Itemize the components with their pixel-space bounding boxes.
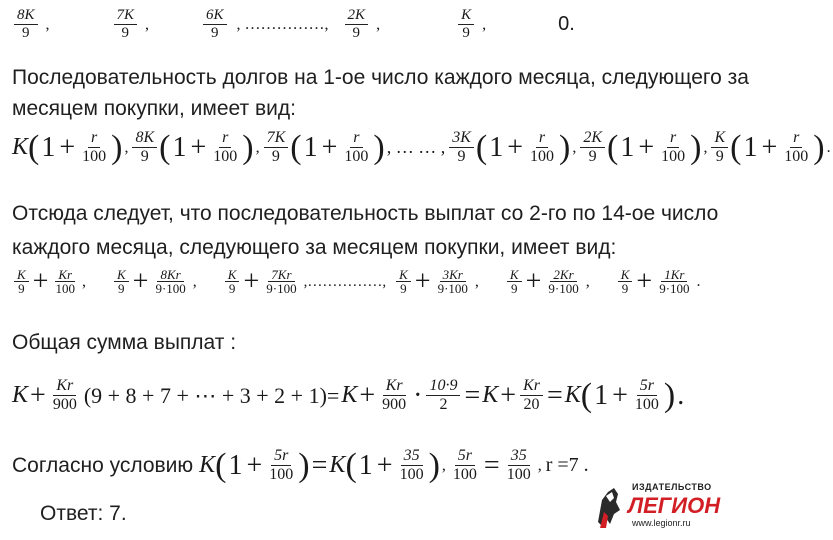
total-sum-formula: K + $\frac{Kr}{900}$ (9 + 8 + 7 + ⋯ + 3 + 2 + 1)= K + $\frac{Kr}{900}$ · $\frac{10\cdot 9}{2}$ = K + $\frac{Kr}{20}$ = K ( 1 + $\frac{5r}{100}$ ) . — [12, 376, 685, 414]
numerator: Kr — [383, 378, 406, 396]
fraction — [203, 8, 227, 41]
numerator: 2K — [345, 8, 369, 25]
plus: + — [761, 131, 778, 163]
denominator: 9 — [510, 281, 518, 297]
numerator: 2Kr — [550, 268, 576, 283]
var-K: K — [12, 134, 29, 161]
fraction — [580, 130, 605, 165]
denominator: 100 — [661, 147, 686, 165]
one: 1 — [41, 131, 56, 163]
numerator: K — [114, 268, 129, 283]
numerator: 5r — [637, 378, 657, 396]
numerator: r — [667, 130, 679, 148]
denominator: 9 — [352, 24, 361, 41]
denominator: 9 — [457, 147, 466, 165]
paren-open: ( — [28, 128, 40, 166]
fraction — [210, 130, 240, 165]
var-K: K — [482, 382, 499, 409]
plus: + — [321, 131, 338, 163]
denominator: 900 — [382, 395, 407, 413]
denominator: 9 — [588, 147, 597, 165]
equals: = — [546, 379, 563, 411]
denominator: 100 — [213, 147, 238, 165]
denominator: 100 — [55, 281, 75, 297]
denominator: 9 — [715, 147, 724, 165]
ellipsis: ,……………, — [303, 273, 387, 290]
denominator: 9·100 — [437, 281, 468, 297]
fraction — [449, 130, 474, 165]
fraction — [14, 8, 38, 41]
paren-close: ) — [111, 128, 123, 166]
denominator: 100 — [269, 465, 294, 483]
numerator: Kr — [55, 268, 75, 283]
payment-formula-sequence: $\frac{K}{9}$ + $\frac{Kr}{100}$ , $\frac{K}{9}$ + $\frac{8Kr}{9\cdot 100}$ , $\frac{K}{9}$ + $\frac{7Kr}{9\cdot 100}$ ,……………, $\frac{K}{9}$ + $\frac{3Kr}{9\cdot 100}$ , $\frac{K}{9}$ + $\frac{2Kr}{9\cdot 100}$ , $\frac{K}{9}$ + $\frac{1Kr}{9\cdot 100}$ . — [12, 266, 703, 298]
fraction — [79, 130, 109, 165]
denominator: 9 — [211, 24, 219, 41]
equals: = — [464, 379, 481, 411]
publisher-label: ИЗДАТЕЛЬСТВО — [632, 482, 712, 492]
plus: + — [59, 131, 76, 163]
denominator: 9·100 — [659, 281, 690, 297]
one: 1 — [489, 131, 504, 163]
numerator: 8Kr — [157, 268, 183, 283]
numerator: Kr — [520, 378, 543, 396]
fraction — [132, 130, 157, 165]
denominator: 9 — [121, 24, 130, 41]
numerator: 35 — [508, 448, 530, 466]
denominator: 100 — [344, 147, 369, 165]
denominator: 100 — [634, 395, 659, 413]
numerator: 5r — [455, 448, 475, 466]
denominator: 9·100 — [548, 281, 579, 297]
one: 1 — [620, 131, 635, 163]
numerator: 10·9 — [426, 378, 460, 396]
numerator: 6K — [203, 8, 227, 25]
plus: + — [507, 131, 524, 163]
zero-end: 0. — [558, 13, 575, 36]
fraction — [341, 130, 371, 165]
period: . — [826, 138, 831, 156]
numerator: 2K — [580, 130, 605, 148]
one: 1 — [303, 131, 318, 163]
dot: · — [413, 379, 423, 411]
r-value: r =7 . — [545, 454, 589, 477]
numerator: 7Kr — [268, 268, 294, 283]
denominator: 9 — [118, 281, 125, 297]
fraction — [711, 130, 728, 165]
numerator: r — [536, 130, 548, 148]
var-K: K — [341, 382, 358, 409]
one: 1 — [594, 379, 609, 411]
fraction — [264, 130, 289, 165]
numerator: K — [225, 268, 240, 283]
numerator: K — [14, 268, 29, 283]
period: . — [677, 379, 685, 411]
fraction — [658, 130, 688, 165]
paragraph-total: Общая сумма выплат : — [12, 331, 237, 354]
denominator: 9 — [271, 147, 280, 165]
paragraph-payments-line1: Отсюда следует, что последовательность выплат со 2-го по 14-ое число — [12, 202, 719, 225]
denominator: 9 — [621, 281, 629, 297]
comma: , — [482, 15, 487, 33]
denominator: 9 — [462, 24, 470, 41]
numerator: Kr — [53, 378, 76, 396]
period: . — [696, 273, 701, 290]
ellipsis: , … … , — [386, 137, 446, 158]
fraction — [781, 130, 811, 165]
numerator: 8K — [14, 8, 38, 25]
denominator: 100 — [530, 147, 555, 165]
series: (9 + 8 + 7 + ⋯ + 3 + 2 + 1)= — [83, 382, 340, 408]
paragraph-payments-line2: каждого месяца, следующего за месяцем покупки, имеет вид: — [12, 236, 617, 259]
numerator: r — [219, 130, 231, 148]
numerator: K — [458, 8, 474, 25]
denominator: 9 — [18, 281, 25, 297]
var-K: K — [12, 382, 29, 409]
comma: , — [145, 15, 150, 33]
denominator: 9·100 — [155, 281, 186, 297]
plus: + — [638, 131, 655, 163]
fraction — [114, 8, 138, 41]
debt-sequence-line — [12, 8, 577, 41]
numerator: 7K — [264, 130, 289, 148]
numerator: 7K — [114, 8, 138, 25]
condition-formula: Согласно условию K ( 1 + $\frac{5r}{100}$ ) = K ( 1 + $\frac{35}{100}$ ) , $\frac{5r}{100}$ = $\frac{35}{100}$ , r =7 . — [12, 446, 589, 484]
denominator: 9·100 — [266, 281, 297, 297]
one: 1 — [172, 131, 187, 163]
denominator: 9 — [400, 281, 407, 297]
legion-emblem-icon — [592, 482, 626, 530]
comma: , — [376, 15, 381, 33]
denominator: 9 — [228, 281, 236, 297]
numerator: 5r — [271, 448, 291, 466]
plus: + — [190, 131, 207, 163]
numerator: 3Kr — [440, 268, 466, 283]
denominator: 100 — [784, 147, 809, 165]
numerator: 8K — [132, 130, 157, 148]
one: 1 — [743, 131, 758, 163]
paragraph-debts-line1: Последовательность долгов на 1-ое число каждого месяца, следующего за — [12, 66, 749, 89]
publisher-name: ЛЕГИОН — [628, 493, 721, 518]
answer: Ответ: 7. — [40, 502, 127, 525]
denominator: 100 — [399, 465, 424, 483]
var-K: K — [564, 382, 581, 409]
paragraph-debts-line2: месяцем покупки, имеет вид: — [12, 97, 296, 120]
numerator: K — [711, 130, 728, 148]
denominator: 100 — [82, 147, 107, 165]
denominator: 9 — [22, 24, 30, 41]
numerator: K — [507, 268, 522, 283]
fraction — [345, 8, 369, 41]
numerator: r — [88, 130, 100, 148]
fraction — [458, 8, 474, 41]
condition-label: Согласно условию — [12, 453, 194, 477]
publisher-url[interactable]: www.legionr.ru — [632, 518, 691, 528]
numerator: r — [790, 130, 802, 148]
publisher-logo — [592, 478, 721, 534]
denominator: 100 — [452, 465, 477, 483]
numerator: 35 — [401, 448, 423, 466]
numerator: K — [396, 268, 411, 283]
denominator: 2 — [439, 395, 448, 413]
comma: , — [45, 15, 50, 33]
numerator: 1Kr — [661, 268, 687, 283]
numerator: 3K — [449, 130, 474, 148]
ellipsis: , ……………, — [236, 15, 329, 33]
numerator: K — [618, 268, 633, 283]
fraction — [527, 130, 557, 165]
denominator: 100 — [506, 465, 531, 483]
denominator: 20 — [523, 395, 540, 413]
denominator: 9 — [140, 147, 149, 165]
denominator: 900 — [52, 395, 77, 413]
debt-formula-sequence: K ( 1 + $\frac{r}{100}$ ) , $\frac{8K}{9}$ ( 1 + $\frac{r}{100}$ ) , $\frac{7K}{9}$ ( 1 + $\frac{r}{100}$ ) , … … , $\frac{3K}{9}$ ( 1 + $\frac{r}{100}$ ) , $\frac{2K}{9}$ ( 1 + $\frac{r}{100}$ ) , $\frac{K}{9}$ ( 1 + $\frac{r}{100}$ ) . — [12, 128, 831, 166]
numerator: r — [350, 130, 362, 148]
